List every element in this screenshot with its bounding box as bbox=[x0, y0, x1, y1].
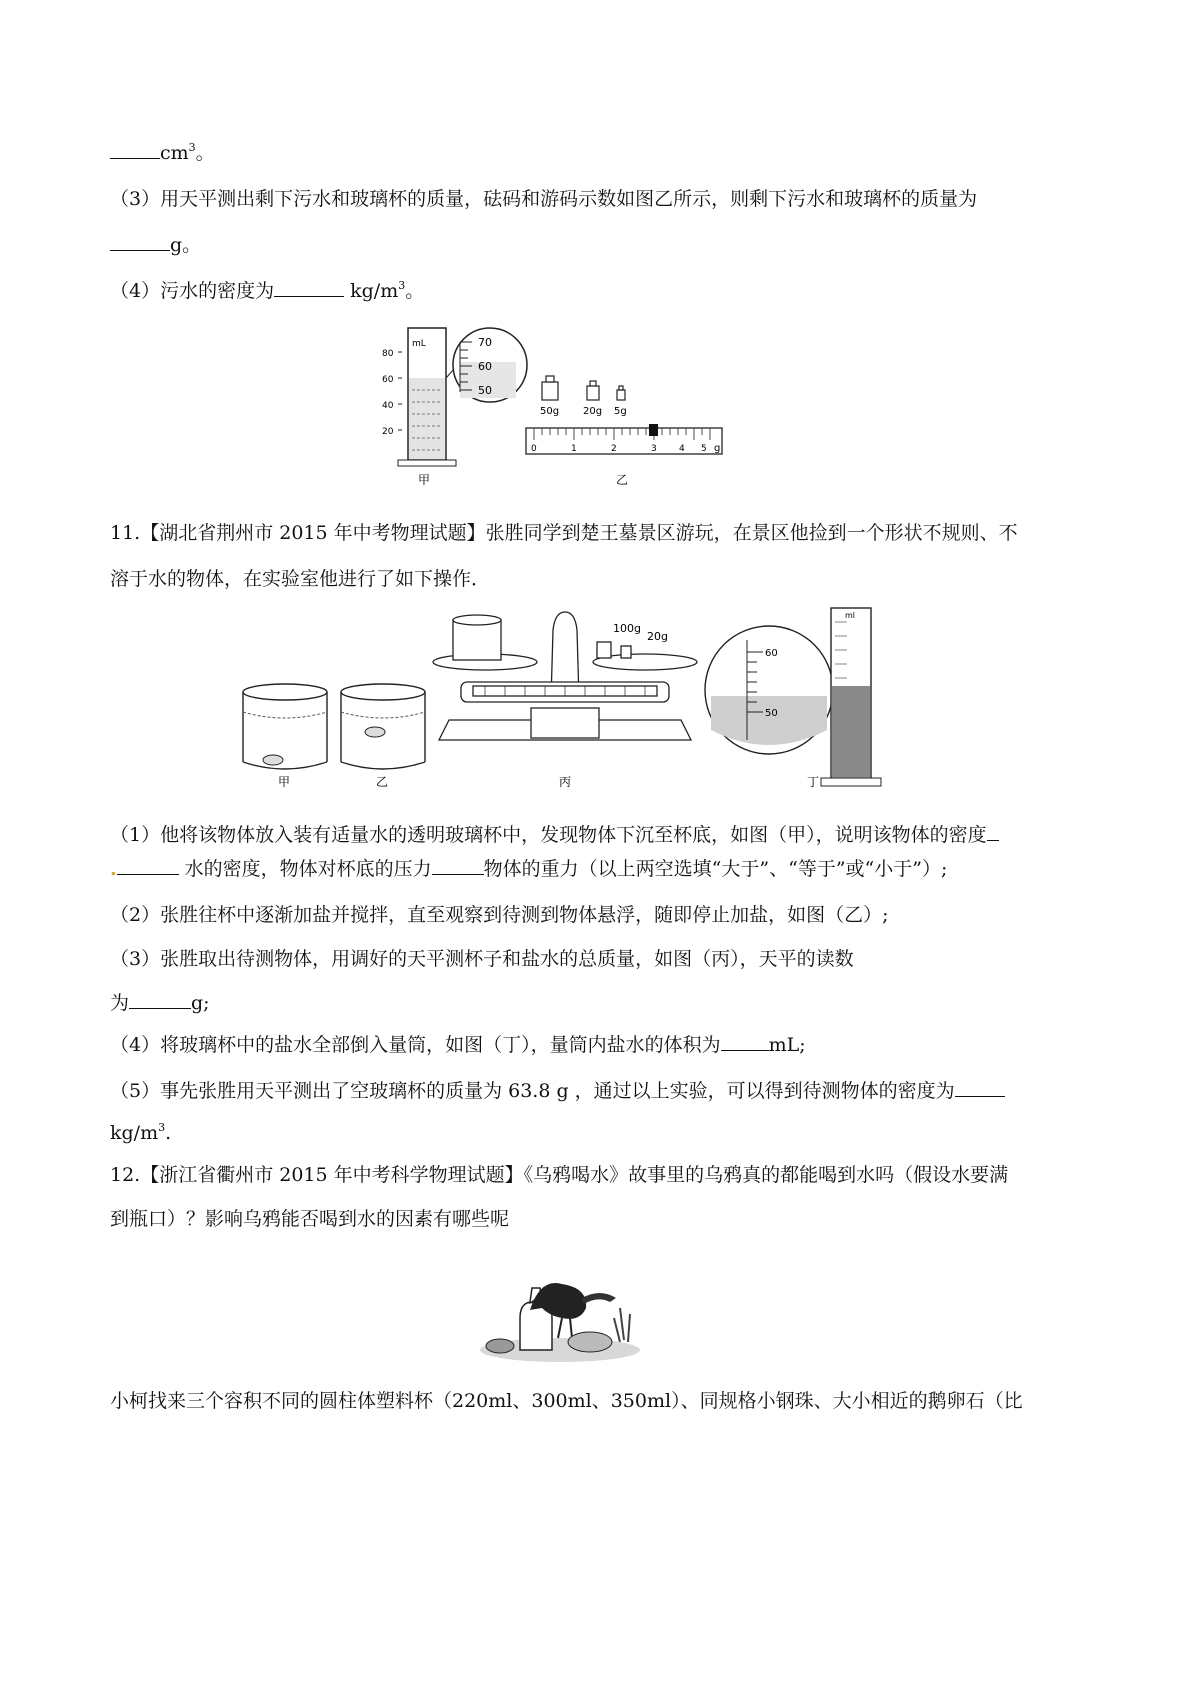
label-jia: 甲 bbox=[418, 473, 431, 487]
answer-blank[interactable] bbox=[129, 990, 191, 1009]
cyl-tick: 60 bbox=[382, 375, 394, 385]
q11-part-3: （3）张胜取出待测物体，用调好的天平测杯子和盐水的总质量，如图（丙），天平的读数 bbox=[110, 948, 854, 970]
fig2-weight-20g: 20g bbox=[647, 630, 668, 643]
zoom-tick: 70 bbox=[478, 336, 492, 349]
answer-blank[interactable] bbox=[955, 1078, 1005, 1097]
crow-drinking-illustration bbox=[470, 1258, 650, 1368]
q11-part-2: （2）张胜往杯中逐渐加盐并搅拌，直至观察到待测到物体悬浮，随即停止加盐，如图（乙）; bbox=[110, 904, 889, 926]
fig2-zoom-tick: 50 bbox=[765, 708, 778, 719]
cyl-tick: 20 bbox=[382, 427, 394, 437]
answer-blank[interactable] bbox=[274, 278, 344, 297]
ruler-tick: 4 bbox=[679, 444, 685, 454]
q11-part-5-cont: $kg/m^3$. bbox=[110, 1121, 172, 1144]
weight-50g: 50g bbox=[540, 406, 560, 417]
fig2-zoom-tick: 60 bbox=[765, 648, 778, 659]
q11-part-1: （1）他将该物体放入装有适量水的透明玻璃杯中，发现物体下沉至杯底，如图（甲），说明该物体的密度 bbox=[110, 822, 999, 848]
q12-title-line-2: 到瓶口）？影响乌鸦能否喝到水的因素有哪些呢 bbox=[110, 1208, 510, 1230]
fig2-weight-100g: 100g bbox=[613, 622, 641, 635]
fig2-label-jia: 甲 bbox=[278, 775, 291, 789]
cyl-unit: mL bbox=[412, 339, 426, 349]
fig2-label-ding: 丁 bbox=[807, 775, 820, 789]
q11-part-3-cont: 为 g; bbox=[110, 992, 210, 1014]
prev-question-3-cont: g。 bbox=[110, 232, 201, 258]
prev-question-3: （3）用天平测出剩下污水和玻璃杯的质量，砝码和游码示数如图乙所示，则剩下污水和玻璃杯的质量为 bbox=[110, 188, 978, 210]
ruler-tick: 5 bbox=[701, 444, 707, 454]
q11-title-line-2: 溶于水的物体，在实验室他进行了如下操作． bbox=[110, 568, 491, 590]
fig2-cyl-unit: ml bbox=[845, 611, 856, 620]
q12-body-line-1: 小柯找来三个容积不同的圆柱体塑料杯（220ml、300ml、350ml）、同规格小钢珠、大小相近的鹅卵石（比 bbox=[110, 1390, 1023, 1412]
ruler-tick: 3 bbox=[651, 444, 657, 454]
zoom-tick: 60 bbox=[478, 360, 492, 373]
weight-5g: 5g bbox=[614, 406, 627, 417]
prev-answer-line-1: $cm^3$。 bbox=[110, 140, 215, 166]
ruler-tick: 2 bbox=[611, 444, 617, 454]
weight-20g: 20g bbox=[583, 406, 603, 417]
ruler-tick: 0 bbox=[531, 444, 537, 454]
prev-question-4: （4）污水的密度为 $kg/m^3$。 bbox=[110, 279, 425, 302]
figure-cylinder-balance bbox=[380, 320, 740, 490]
rider bbox=[649, 424, 658, 436]
fig2-label-yi: 乙 bbox=[376, 775, 389, 789]
fig2-label-bing: 丙 bbox=[559, 775, 572, 789]
label-yi: 乙 bbox=[616, 473, 629, 487]
q11-part-4: （4）将玻璃杯中的盐水全部倒入量筒，如图（丁），量筒内盐水的体积为 mL; bbox=[110, 1034, 806, 1056]
answer-blank[interactable] bbox=[117, 856, 179, 875]
q11-part-5: （5）事先张胜用天平测出了空玻璃杯的质量为 63.8 g ，通过以上实验，可以得到待测物体的密度为 bbox=[110, 1078, 1005, 1104]
zoom-tick: 50 bbox=[478, 384, 492, 397]
cyl-tick: 40 bbox=[382, 401, 394, 411]
answer-blank[interactable] bbox=[987, 822, 999, 841]
figure-balance-experiment bbox=[235, 600, 995, 800]
answer-blank[interactable] bbox=[110, 232, 170, 251]
answer-blank[interactable] bbox=[721, 1032, 769, 1051]
ruler-tick: 1 bbox=[571, 444, 577, 454]
ruler-unit: g bbox=[714, 443, 721, 454]
answer-blank[interactable] bbox=[110, 140, 160, 159]
answer-blank[interactable] bbox=[432, 856, 484, 875]
q11-part-1-cont: . 水的密度，物体对杯底的压力 物体的重力（以上两空选填“大于”、“等于”或“小于”）; bbox=[110, 858, 948, 880]
q11-title-line-1: 11.【湖北省荆州市 2015 年中考物理试题】张胜同学到楚王墓景区游玩，在景区他捡到一个形状不规则、不 bbox=[110, 522, 1018, 544]
q12-title-line-1: 12.【浙江省衢州市 2015 年中考科学物理试题】《乌鸦喝水》故事里的乌鸦真的都能喝到水吗（假设水要满 bbox=[110, 1164, 1009, 1186]
cyl-tick: 80 bbox=[382, 349, 394, 359]
